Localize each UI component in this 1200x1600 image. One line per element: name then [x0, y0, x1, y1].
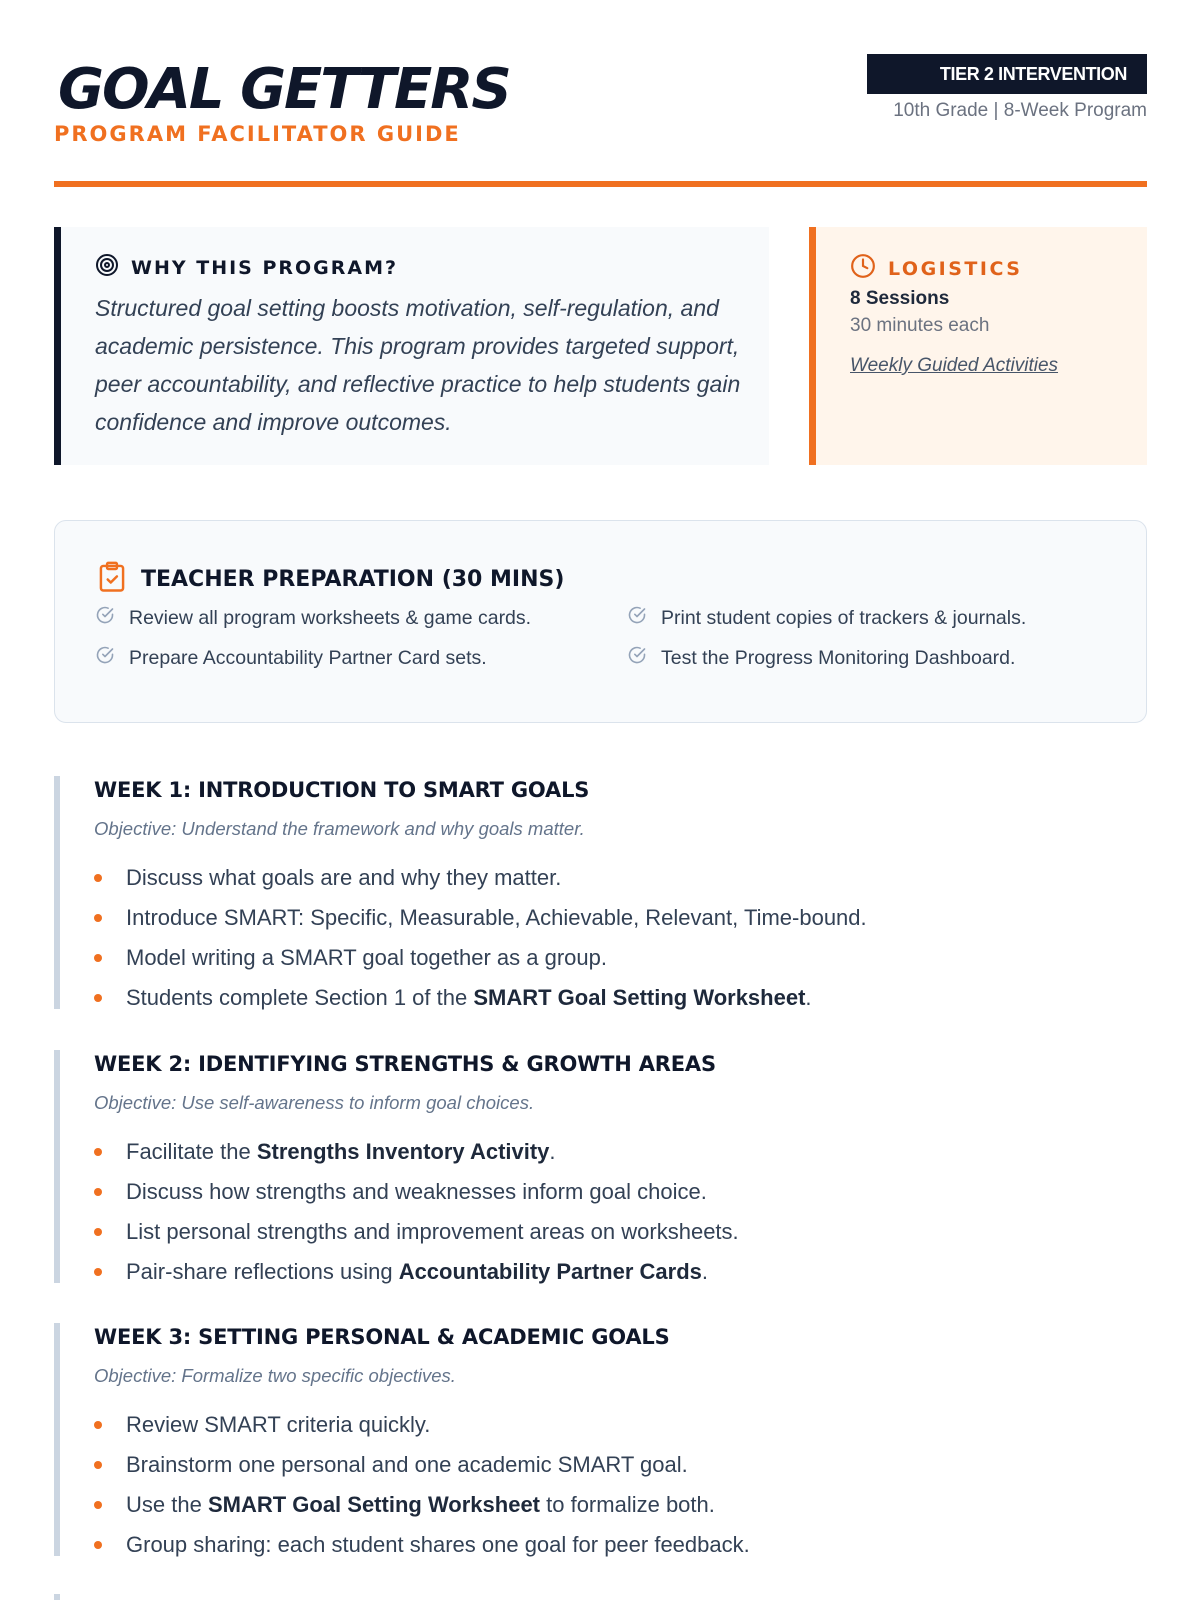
- prep-checklist-item: [95, 645, 487, 671]
- week-title: WEEK 1: INTRODUCTION TO SMART GOALS: [94, 778, 590, 802]
- bullet-icon: [94, 1461, 102, 1469]
- prep-checklist-item: [627, 605, 1026, 631]
- activity-item: Discuss how strengths and weaknesses inform goal choice.: [94, 1172, 739, 1212]
- weekly-activities-link[interactable]: Weekly Guided Activities: [850, 355, 1059, 376]
- session-count: 8 Sessions: [850, 288, 950, 309]
- week-3-section: [54, 1323, 1147, 1556]
- program-subtitle: PROGRAM FACILITATOR GUIDE: [54, 122, 461, 146]
- check-circle-icon: [627, 645, 647, 671]
- bullet-icon: [94, 1268, 102, 1276]
- teacher-preparation-card: [54, 520, 1147, 723]
- prep-checklist-item: [95, 605, 531, 631]
- week-1-section: [54, 776, 1147, 1009]
- week-objective: Objective: Use self-awareness to inform goal choices.: [94, 1092, 535, 1113]
- activity-item: Discuss what goals are and why they matter.: [94, 858, 867, 898]
- week-2-section: [54, 1050, 1147, 1283]
- bullet-icon: [94, 994, 102, 1002]
- check-circle-icon: [95, 645, 115, 671]
- teacher-preparation-heading: [97, 561, 564, 598]
- logistics-label: LOGISTICS: [888, 257, 1023, 280]
- week-title: WEEK 2: IDENTIFYING STRENGTHS & GROWTH AREAS: [94, 1052, 716, 1076]
- activity-item: List personal strengths and improvement areas on worksheets.: [94, 1212, 739, 1252]
- clock-icon: [850, 253, 876, 284]
- activity-item: Students complete Section 1 of the SMART Goal Setting Worksheet.: [94, 978, 867, 1018]
- target-icon: [95, 253, 119, 282]
- week-title: WEEK 3: SETTING PERSONAL & ACADEMIC GOALS: [94, 1325, 670, 1349]
- next-week-border: [54, 1594, 60, 1600]
- clipboard-check-icon: [97, 561, 127, 598]
- week-objective: Objective: Formalize two specific objectives.: [94, 1365, 456, 1386]
- header-divider: [54, 181, 1147, 187]
- bullet-icon: [94, 1541, 102, 1549]
- bullet-icon: [94, 954, 102, 962]
- bullet-icon: [94, 1148, 102, 1156]
- why-program-heading: [95, 253, 398, 282]
- teacher-preparation-title: TEACHER PREPARATION (30 MINS): [141, 567, 565, 592]
- week-activity-list: [94, 1132, 739, 1292]
- why-program-label: WHY THIS PROGRAM?: [131, 256, 399, 279]
- grade-program-line: 10th Grade | 8-Week Program: [893, 100, 1147, 121]
- activity-item: Model writing a SMART goal together as a group.: [94, 938, 867, 978]
- activity-item: Facilitate the Strengths Inventory Activity.: [94, 1132, 739, 1172]
- week-activity-list: [94, 1405, 750, 1565]
- activity-item: Review SMART criteria quickly.: [94, 1405, 750, 1445]
- check-circle-icon: [627, 605, 647, 631]
- tier-badge: TIER 2 INTERVENTION: [867, 54, 1147, 94]
- logistics-card: [809, 227, 1147, 465]
- logistics-heading: [850, 253, 1022, 284]
- activity-item: Introduce SMART: Specific, Measurable, Achievable, Relevant, Time-bound.: [94, 898, 867, 938]
- prep-item-text: Print student copies of trackers & journals.: [661, 606, 1027, 629]
- bullet-icon: [94, 1501, 102, 1509]
- activity-item: Group sharing: each student shares one goal for peer feedback.: [94, 1525, 750, 1565]
- prep-checklist-item: [627, 645, 1015, 671]
- activity-item: Brainstorm one personal and one academic SMART goal.: [94, 1445, 750, 1485]
- bullet-icon: [94, 874, 102, 882]
- why-program-text: Structured goal setting boosts motivation, self-regulation, and academic persistence. This program provides targeted support, peer accountability, and reflective practice to help students gain confidence and improve outcomes.: [95, 295, 741, 435]
- prep-item-text: Review all program worksheets & game cards.: [129, 606, 532, 629]
- bullet-icon: [94, 914, 102, 922]
- program-title: GOAL GETTERS: [58, 57, 510, 122]
- activity-item: Pair-share reflections using Accountability Partner Cards.: [94, 1252, 739, 1292]
- page-header: [54, 52, 1147, 188]
- bullet-icon: [94, 1228, 102, 1236]
- week-objective: Objective: Understand the framework and why goals matter.: [94, 818, 585, 839]
- week-activity-list: [94, 858, 867, 1018]
- bullet-icon: [94, 1421, 102, 1429]
- why-program-card: [54, 227, 769, 465]
- session-duration: 30 minutes each: [850, 315, 990, 336]
- activity-item: Use the SMART Goal Setting Worksheet to formalize both.: [94, 1485, 750, 1525]
- prep-item-text: Test the Progress Monitoring Dashboard.: [661, 646, 1016, 669]
- prep-item-text: Prepare Accountability Partner Card sets.: [129, 646, 487, 669]
- bullet-icon: [94, 1188, 102, 1196]
- check-circle-icon: [95, 605, 115, 631]
